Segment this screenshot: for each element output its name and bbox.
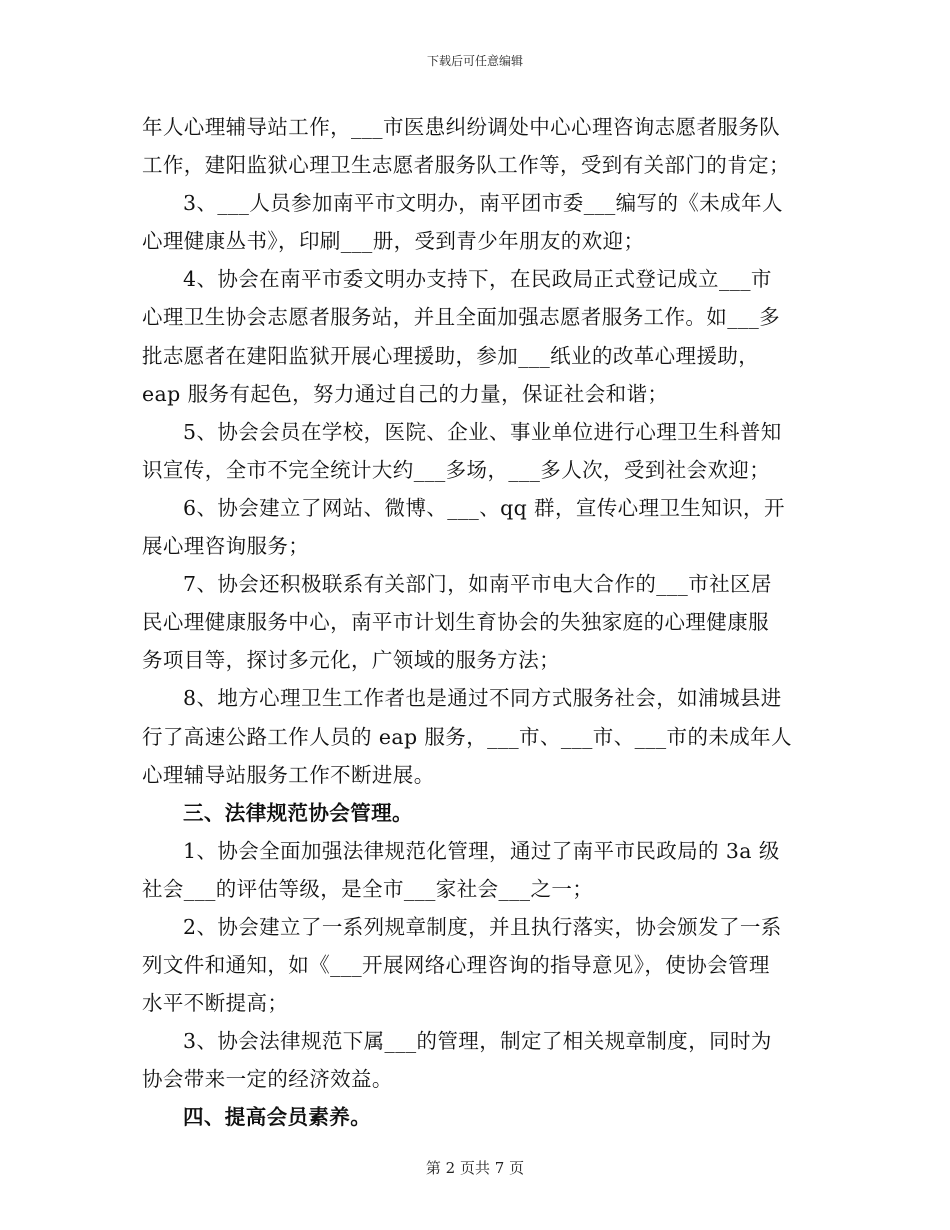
- body-line: 心理卫生协会志愿者服务站，并且全面加强志愿者服务工作。如___多: [142, 305, 781, 330]
- body-line: 行了高速公路工作人员的 eap 服务，___市、___市、___市的未成年人: [142, 724, 792, 749]
- body-line: 批志愿者在建阳监狱开展心理援助，参加___纸业的改革心理援助，: [142, 343, 760, 368]
- body-line: 心理健康丛书》，印刷___册，受到青少年朋友的欢迎；: [142, 229, 645, 254]
- body-line: 7、协会还积极联系有关部门，如南平市电大合作的___市社区居: [183, 572, 772, 597]
- body-line: 展心理咨询服务；: [142, 534, 310, 559]
- section-heading: 三、法律规范协会管理。: [183, 800, 413, 825]
- body-line: 务项目等，探讨多元化，广领域的服务方法；: [142, 648, 560, 673]
- body-line: 列文件和通知，如《___开展网络心理咨询的指导意见》，使协会管理: [142, 953, 770, 978]
- body-line: 年人心理辅导站工作，___市医患纠纷调处中心心理咨询志愿者服务队: [142, 115, 781, 139]
- body-line: 社会___的评估等级，是全市___家社会___之一；: [142, 876, 594, 901]
- body-line: eap 服务有起色，努力通过自己的力量，保证社会和谐；: [142, 381, 669, 406]
- body-line: 6、协会建立了网站、微博、___、qq 群，宣传心理卫生知识，开: [183, 495, 785, 520]
- body-line: 协会带来一定的经济效益。: [142, 1067, 393, 1092]
- body-line: 1、协会全面加强法律规范化管理，通过了南平市民政局的 3a 级: [183, 838, 780, 863]
- body-line: 心理辅导站服务工作不断进展。: [142, 762, 435, 787]
- body-line: 水平不断提高；: [142, 991, 289, 1016]
- body-line: 3、协会法律规范下属___的管理，制定了相关规章制度，同时为: [183, 1029, 772, 1054]
- body-line: 5、协会会员在学校，医院、企业、事业单位进行心理卫生科普知: [183, 419, 782, 444]
- body-line: 4、协会在南平市委文明办支持下，在民政局正式登记成立___市: [183, 267, 772, 292]
- body-line: 工作，建阳监狱心理卫生志愿者服务队工作等，受到有关部门的肯定；: [142, 153, 790, 178]
- body-line: 8、地方心理卫生工作者也是通过不同方式服务社会，如浦城县进: [183, 686, 782, 711]
- body-line: 民心理健康服务中心，南平市计划生育协会的失独家庭的心理健康服: [142, 610, 769, 635]
- body-line: 3、___人员参加南平市文明办，南平团市委___编写的《未成年人: [183, 191, 783, 216]
- section-heading: 四、提高会员素养。: [183, 1105, 372, 1130]
- page-number-footer: 第 2 页共 7 页: [425, 1159, 525, 1177]
- body-line: 识宣传，全市不完全统计大约___多场，___多人次，受到社会欢迎；: [142, 457, 771, 482]
- page-header: 下载后可任意编辑: [426, 54, 523, 68]
- document-body: [142, 108, 814, 1137]
- body-line: 2、协会建立了一系列规章制度，并且执行落实，协会颁发了一系: [183, 914, 782, 939]
